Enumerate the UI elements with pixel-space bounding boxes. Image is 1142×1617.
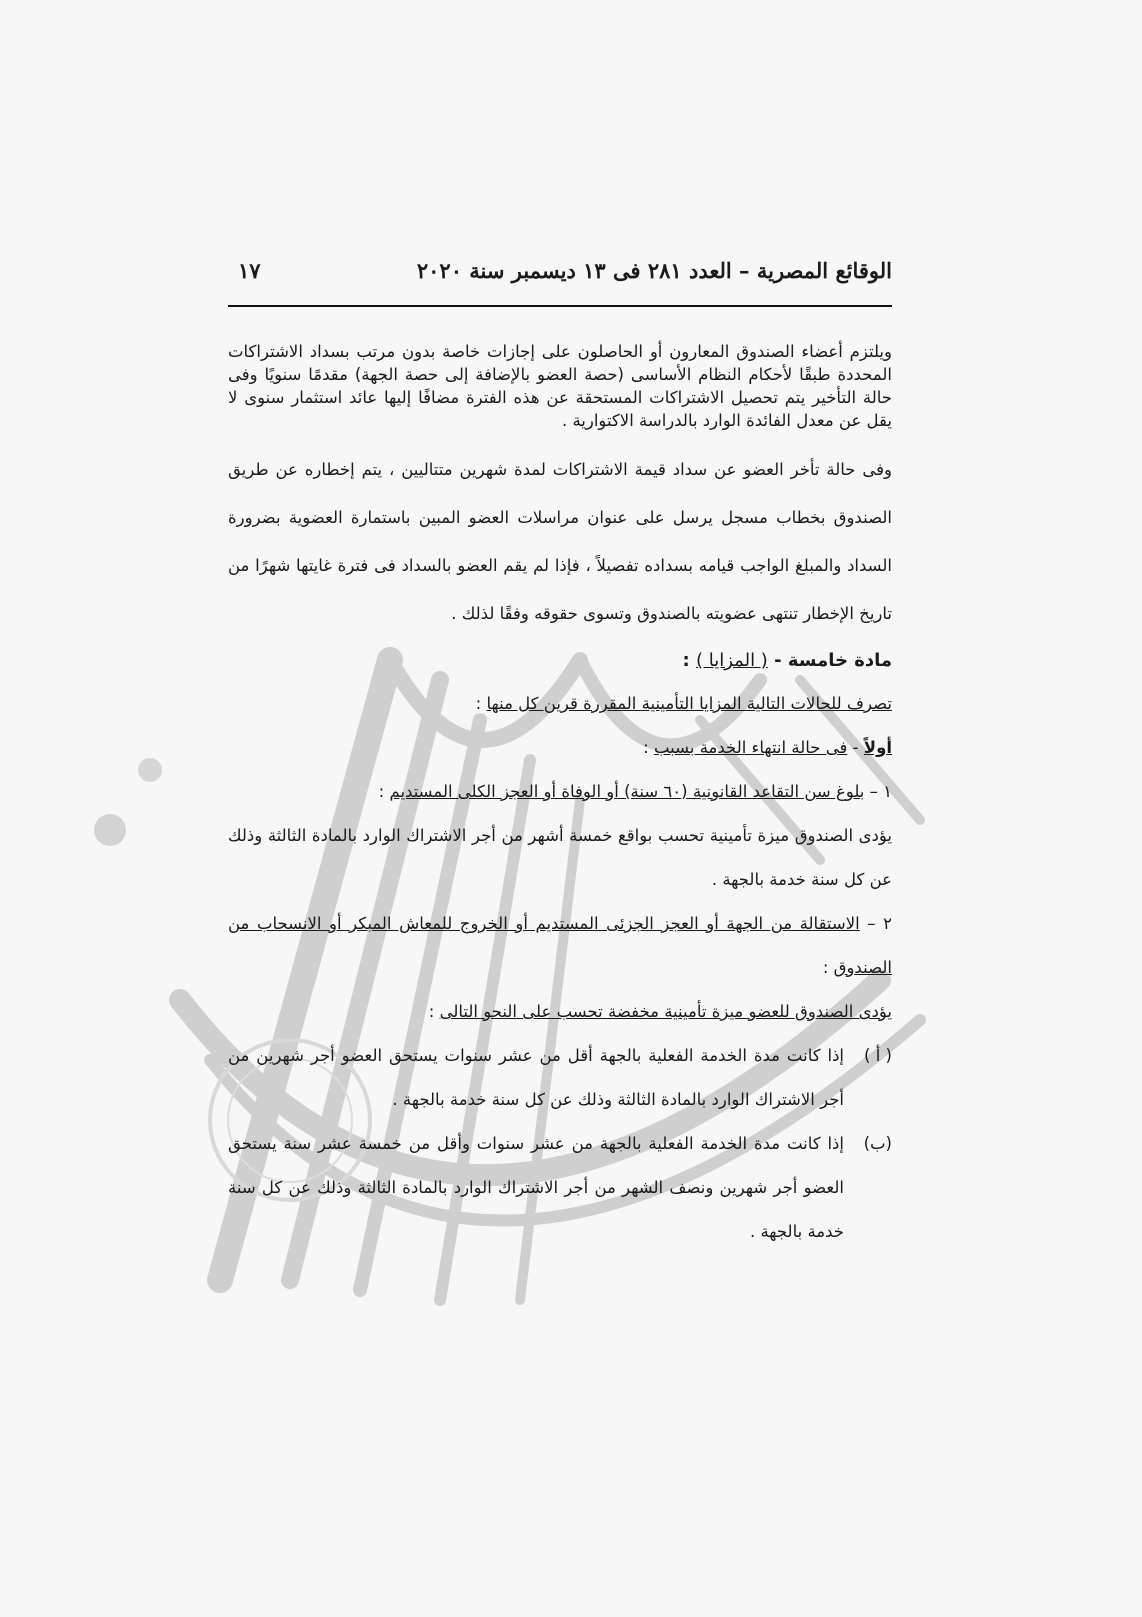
paragraph-late-payment: وفى حالة تأخر العضو عن سداد قيمة الاشتراكات لمدة شهرين متتاليين ، يتم إخطاره عن طريق الصندوق بخطاب مسجل يرسل على عنوان مراسلات العضو المبين باستمارة العضوية بضرورة السداد والمبلغ الواجب قيامه بسداده تفصيلاً ، فإذا لم يقم العضو بالسداد فى فترة غايتها شهرًا من تاريخ الإخطار تنتهى عضويته بالصندوق وتسوى حقوقه وفقًا لذلك . xyxy=(228,460,892,623)
first-text: فى حالة انتهاء الخدمة بسبب xyxy=(653,738,848,757)
header-title: الوقائع المصرية – العدد ٢٨١ فى ١٣ ديسمبر سنة ٢٠٢٠ xyxy=(416,258,892,283)
case-1-text: بلوغ سن التقاعد القانونية (٦٠ سنة) أو الوفاة أو العجز الكلى المستديم xyxy=(389,782,865,801)
case-1-colon: : xyxy=(378,782,390,801)
article-label: مادة خامسة xyxy=(787,650,892,671)
sub-item-b-label: (ب) xyxy=(863,1134,892,1153)
case-1-number: ١ – xyxy=(864,782,892,801)
sub-item-a-label: ( أ ) xyxy=(864,1046,892,1065)
page-header xyxy=(228,258,892,296)
case-2-heading xyxy=(228,902,892,990)
case-2-intro-colon: : xyxy=(428,1002,440,1021)
sub-item-b xyxy=(228,1122,892,1254)
case-2-intro xyxy=(228,990,892,1034)
case-2-colon: : xyxy=(822,958,834,977)
case-2-intro-text: يؤدى الصندوق للعضو ميزة تأمينية مخفضة تحسب على النحو التالى xyxy=(439,1002,892,1021)
page-number: ١٧ xyxy=(238,258,261,283)
article-dash: - xyxy=(767,650,788,671)
case-1-body: يؤدى الصندوق ميزة تأمينية تحسب بواقع خمسة أشهر من أجر الاشتراك الوارد بالمادة الثالثة وذلك عن كل سنة خدمة بالجهة . xyxy=(228,826,892,889)
benefits-intro xyxy=(228,682,892,726)
paragraph-contributions: ويلتزم أعضاء الصندوق المعارون أو الحاصلون على إجازات خاصة بدون مرتب بسداد الاشتراكات المحددة طبقًا لأحكام النظام الأساسى (حصة العضو بالإضافة إلى حصة الجهة) مقدمًا سنويًا وفى حالة التأخير يتم تحصيل الاشتراكات المستحقة عن هذه الفترة مضافًا إليها عائد استثمار سنوى لا يقل عن معدل الفائدة الوارد بالدراسة الاكتوارية . xyxy=(228,342,892,430)
sub-item-a-text: إذا كانت مدة الخدمة الفعلية بالجهة أقل من عشر سنوات يستحق العضو أجر شهرين من أجر الاشتراك الوارد بالمادة الثالثة وذلك عن كل سنة خدمة بالجهة . xyxy=(228,1046,844,1109)
first-dash: - xyxy=(847,738,864,757)
first-colon: : xyxy=(643,738,654,757)
sub-item-a xyxy=(228,1034,892,1122)
case-2-text: الاستقالة من الجهة أو العجز الجزئى المستديم أو الخروج للمعاش المبكر أو الانسحاب من الصندوق xyxy=(228,914,892,977)
sub-item-b-text: إذا كانت مدة الخدمة الفعلية بالجهة من عشر سنوات وأقل من خمسة عشر سنة يستحق العضو أجر شهرين ونصف الشهر من أجر الاشتراك الوارد بالمادة الثالثة وذلك عن كل سنة خدمة بالجهة . xyxy=(228,1134,844,1241)
benefits-intro-text: تصرف للحالات التالية المزايا التأمينية المقررة قرين كل منها xyxy=(486,694,892,713)
benefits-intro-colon: : xyxy=(475,694,487,713)
header-rule xyxy=(228,305,892,307)
document-body xyxy=(228,340,892,1254)
article-colon: : xyxy=(682,650,697,671)
first-label: أولاً xyxy=(863,738,892,757)
case-1-heading xyxy=(228,770,892,814)
article-title: ( المزايا ) xyxy=(696,650,768,671)
case-2-number: ٢ – xyxy=(859,914,892,933)
article-heading xyxy=(228,644,892,678)
first-section xyxy=(228,726,892,770)
